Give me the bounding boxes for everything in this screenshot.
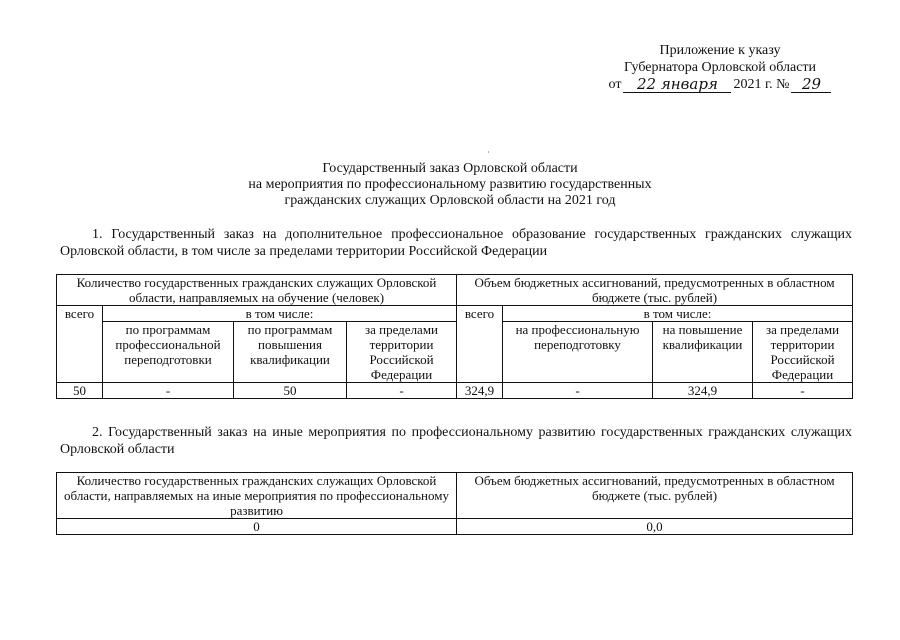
table-1-col-budget-abroad: за пределами территории Российской Федерации bbox=[753, 322, 853, 383]
title-line-1: Государственный заказ Орловской области bbox=[322, 161, 578, 176]
table-1-value-retraining: - bbox=[103, 383, 234, 399]
table-1-col-abroad: за пределами территории Российской Федерации bbox=[347, 322, 457, 383]
table-1-budget-including: в том числе: bbox=[503, 306, 853, 322]
handwritten-number: 29 bbox=[791, 77, 831, 93]
table-1-header-budget: Объем бюджетных ассигнований, предусмотренных в областном бюджете (тыс. рублей) bbox=[457, 275, 853, 306]
table-1-value-qualification: 50 bbox=[234, 383, 347, 399]
table-1-header-count: Количество государственных гражданских служащих Орловской области, направляемых на обучение (человек) bbox=[57, 275, 457, 306]
table-1-count-total-label: всего bbox=[57, 306, 103, 383]
table-1-count-including: в том числе: bbox=[103, 306, 457, 322]
appendix-block bbox=[590, 42, 850, 93]
scan-dot: · bbox=[487, 148, 490, 157]
section-2-paragraph bbox=[60, 424, 852, 458]
from-prefix: от bbox=[608, 77, 622, 92]
table-1-value-abroad: - bbox=[347, 383, 457, 399]
appendix-date-line bbox=[590, 76, 850, 93]
section-2-text: 2. Государственный заказ на иные мероприятия по профессиональному развитию государственных гражданских служащих Орловской области bbox=[60, 425, 852, 457]
table-2-header-budget: Объем бюджетных ассигнований, предусмотренных в областном бюджете (тыс. рублей) bbox=[457, 473, 853, 519]
table-2-value-budget: 0,0 bbox=[457, 519, 853, 535]
table-1-value-budget-total: 324,9 bbox=[457, 383, 503, 399]
table-1-col-retraining: по программам профессиональной переподготовки bbox=[103, 322, 234, 383]
title-line-3: гражданских служащих Орловской области на 2021 год bbox=[284, 193, 616, 208]
handwritten-date: 22 января bbox=[623, 77, 731, 93]
table-1-value-budget-abroad: - bbox=[753, 383, 853, 399]
appendix-line-2: Губернатора Орловской области bbox=[623, 60, 817, 75]
year-text: 2021 г. № bbox=[733, 77, 790, 92]
table-1-value-count-total: 50 bbox=[57, 383, 103, 399]
table-2 bbox=[56, 472, 853, 535]
table-2-data-row bbox=[57, 519, 853, 535]
section-1-paragraph bbox=[60, 226, 852, 260]
table-1-data-row bbox=[57, 383, 853, 399]
table-1-col-budget-qualification: на повышение квалификации bbox=[653, 322, 753, 383]
table-1-value-budget-retraining: - bbox=[503, 383, 653, 399]
table-1-budget-total-label: всего bbox=[457, 306, 503, 383]
section-1-text: 1. Государственный заказ на дополнительное профессиональное образование государственных гражданских служащих Орловской области, в том числе за пределами территории Российской Федерации bbox=[60, 227, 852, 259]
table-2-value-count: 0 bbox=[57, 519, 457, 535]
table-1-col-qualification: по программам повышения квалификации bbox=[234, 322, 347, 383]
table-1-value-budget-qualification: 324,9 bbox=[653, 383, 753, 399]
title-line-2: на мероприятия по профессиональному развитию государственных bbox=[248, 177, 652, 192]
table-1-col-budget-retraining: на профессиональную переподготовку bbox=[503, 322, 653, 383]
appendix-line-1: Приложение к указу bbox=[659, 43, 781, 58]
document-title bbox=[120, 161, 780, 209]
table-1 bbox=[56, 274, 853, 399]
table-2-header-count: Количество государственных гражданских служащих Орловской области, направляемых на иные мероприятия по профессиональному развитию bbox=[57, 473, 457, 519]
